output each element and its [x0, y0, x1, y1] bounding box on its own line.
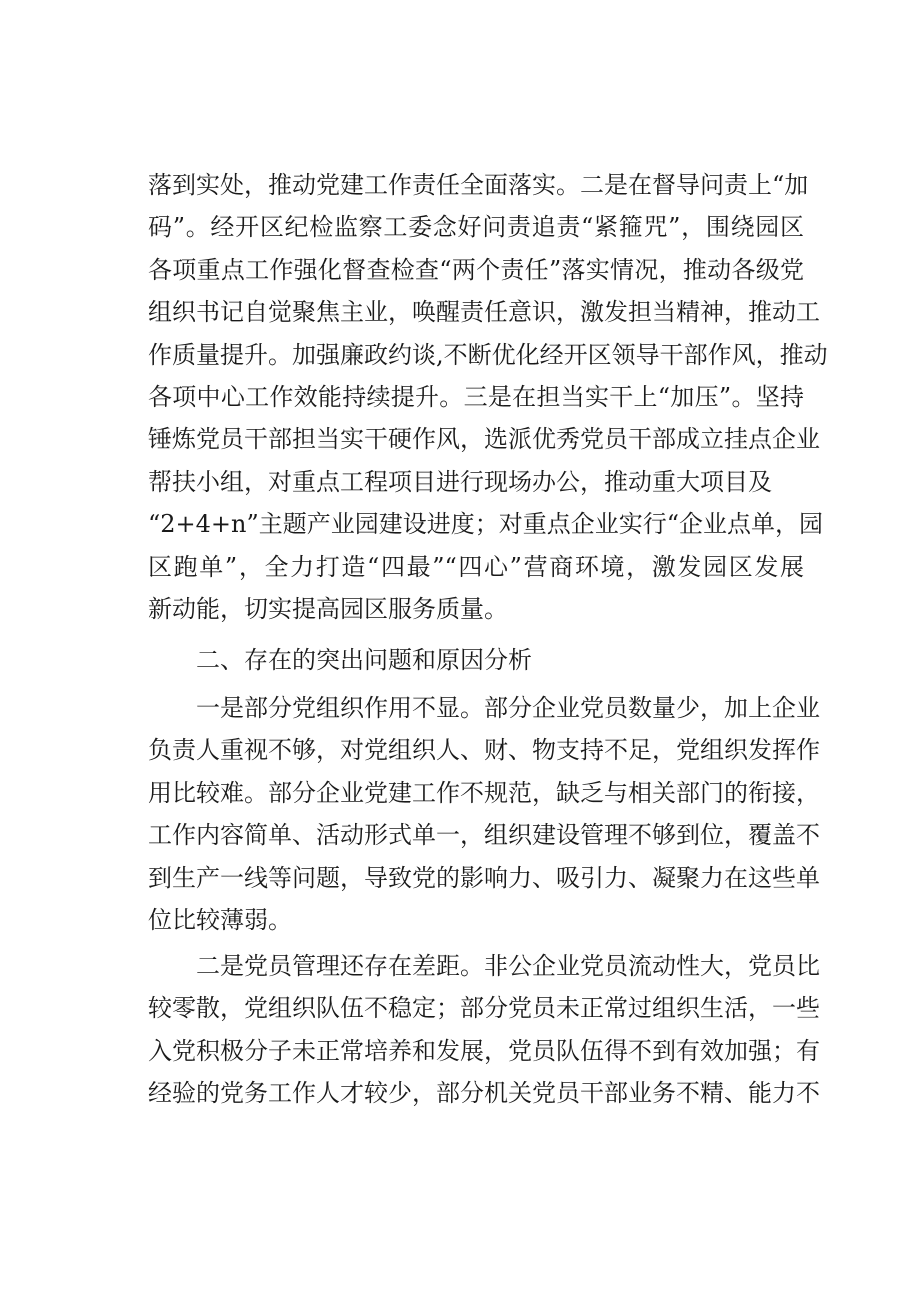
- text-line: 经验的党务工作人才较少，部分机关党员干部业务不精、能力不: [148, 1079, 820, 1108]
- text-line: 工作内容简单、活动形式单一，组织建设管理不够到位，覆盖不: [148, 821, 820, 850]
- text-line: 到生产一线等问题，导致党的影响力、吸引力、凝聚力在这些单: [148, 863, 820, 892]
- text-line: 一是部分党组织作用不显。部分企业党员数量少，加上企业: [196, 694, 820, 722]
- text-line: 入党积极分子未正常培养和发展，党员队伍得不到有效加强；有: [148, 1036, 820, 1065]
- text-line: 新动能，切实提高园区服务质量。: [148, 595, 508, 624]
- text-line: 组织书记自觉聚焦主业，唤醒责任意识，激发担当精神，推动工: [148, 298, 820, 327]
- text-line: “2+4+n”主题产业园建设进度；对重点企业实行“企业点单，园: [148, 510, 824, 539]
- text-line: 负责人重视不够，对党组织人、财、物支持不足，党组织发挥作: [148, 736, 820, 765]
- paragraph-continued: [148, 164, 828, 630]
- text-line: 较零散，党组织队伍不稳定；部分党员未正常过组织生活，一些: [148, 994, 820, 1023]
- section-heading: 二、存在的突出问题和原因分析: [196, 646, 532, 674]
- paragraph-problem-1: [148, 687, 820, 941]
- text-line: 区跑单”，全力打造“四最”“四心”营商环境，激发园区发展: [148, 552, 804, 581]
- text-line: 落到实处，推动党建工作责任全面落实。二是在督导问责上“加: [148, 171, 809, 199]
- text-line: 位比较薄弱。: [148, 906, 292, 935]
- text-line: 二是党员管理还存在差距。非公企业党员流动性大，党员比: [196, 952, 820, 980]
- text-line: 用比较难。部分企业党建工作不规范，缺乏与相关部门的衔接，: [148, 778, 820, 807]
- text-line: 各项中心工作效能持续提升。三是在担当实干上“加压”。坚持: [148, 383, 804, 412]
- text-line: 码”。经开区纪检监察工委念好问责追责“紧箍咒”，围绕园区: [148, 213, 804, 242]
- text-line: 作质量提升。加强廉政约谈,不断优化经开区领导干部作风，推动: [148, 340, 828, 369]
- text-line: 各项重点工作强化督查检查“两个责任”落实情况，推动各级党: [148, 255, 804, 284]
- text-line: 锤炼党员干部担当实干硬作风，选派优秀党员干部成立挂点企业: [148, 425, 820, 454]
- text-line: 帮扶小组，对重点工程项目进行现场办公，推动重大项目及: [148, 467, 772, 496]
- paragraph-problem-2: [148, 945, 820, 1115]
